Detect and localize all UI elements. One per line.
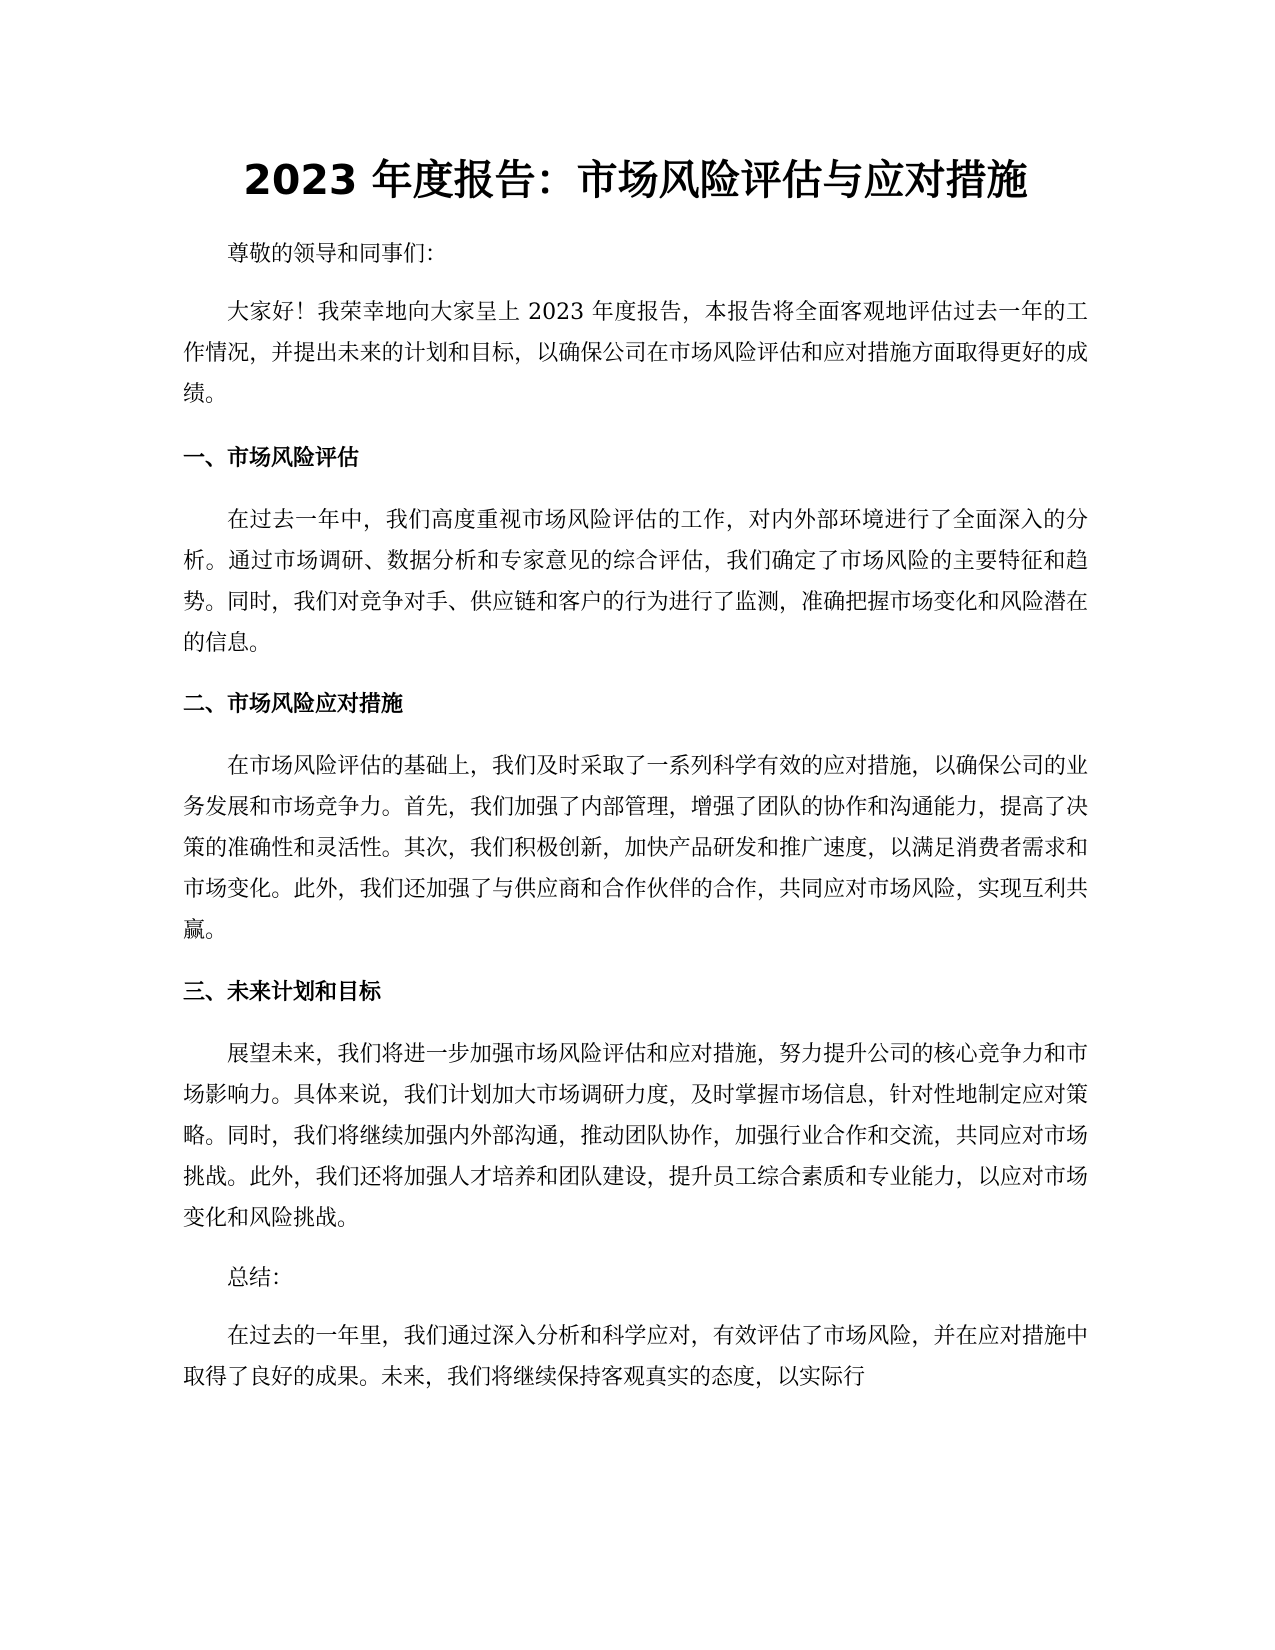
summary-label: 总结： bbox=[227, 1266, 294, 1291]
document-title: 2023 年度报告：市场风险评估与应对措施 bbox=[243, 156, 1028, 204]
section-heading-risk-assessment: 一、市场风险评估 bbox=[183, 446, 360, 471]
section-body-future-plans: 展望未来，我们将进一步加强市场风险评估和应对措施，努力提升公司的核心竞争力和市场影响力。具体来说，我们计划加大市场调研力度，及时掌握市场信息，针对性地制定应对策略。同时，我们将继续加强内外部沟通，推动团队协作，加强行业合作和交流，共同应对市场挑战。此外，我们还将加强人才培养和团队建设，提升员工综合素质和专业能力，以应对市场变化和风险挑战。 bbox=[183, 1042, 1088, 1231]
greeting-paragraph: 尊敬的领导和同事们： bbox=[227, 242, 448, 267]
section-heading-risk-response: 二、市场风险应对措施 bbox=[183, 692, 404, 717]
intro-paragraph: 大家好！我荣幸地向大家呈上 2023 年度报告，本报告将全面客观地评估过去一年的工作情况，并提出未来的计划和目标，以确保公司在市场风险评估和应对措施方面取得更好的成绩。 bbox=[183, 300, 1088, 407]
section-body-risk-assessment: 在过去一年中，我们高度重视市场风险评估的工作，对内外部环境进行了全面深入的分析。通过市场调研、数据分析和专家意见的综合评估，我们确定了市场风险的主要特征和趋势。同时，我们对竞争对手、供应链和客户的行为进行了监测，准确把握市场变化和风险潜在的信息。 bbox=[183, 508, 1088, 656]
section-heading-future-plans: 三、未来计划和目标 bbox=[183, 980, 382, 1005]
document-page bbox=[183, 0, 1088, 1650]
summary-paragraph: 在过去的一年里，我们通过深入分析和科学应对，有效评估了市场风险，并在应对措施中取得了良好的成果。未来，我们将继续保持客观真实的态度，以实际行 bbox=[183, 1324, 1088, 1390]
section-body-risk-response: 在市场风险评估的基础上，我们及时采取了一系列科学有效的应对措施，以确保公司的业务发展和市场竞争力。首先，我们加强了内部管理，增强了团队的协作和沟通能力，提高了决策的准确性和灵活性。其次，我们积极创新，加快产品研发和推广速度，以满足消费者需求和市场变化。此外，我们还加强了与供应商和合作伙伴的合作，共同应对市场风险，实现互利共赢。 bbox=[183, 754, 1088, 943]
